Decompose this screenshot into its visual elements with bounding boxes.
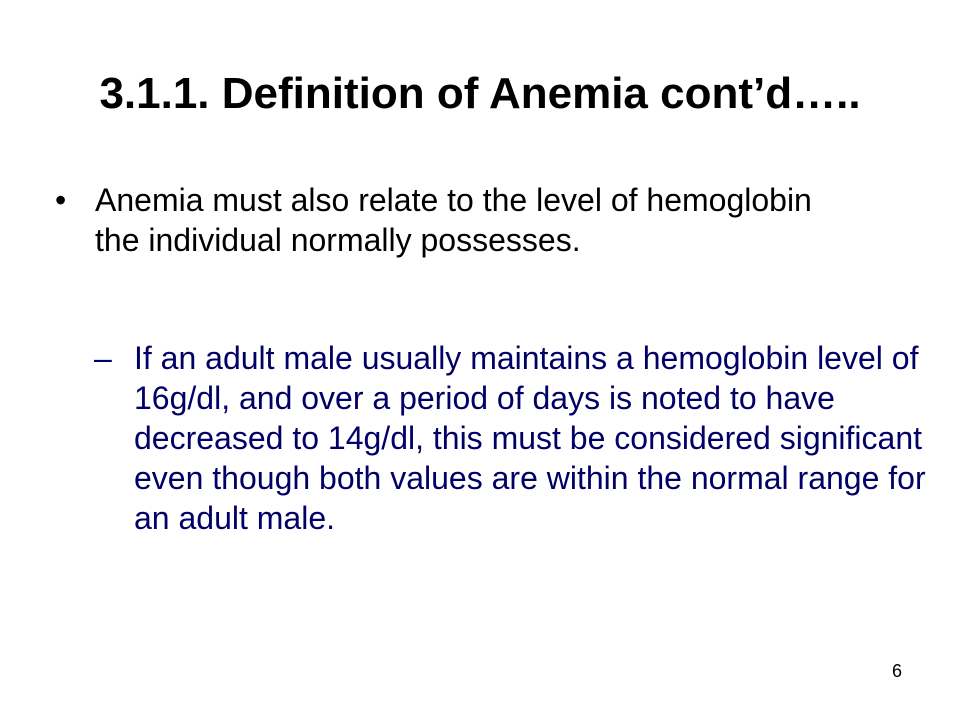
- sub-bullet-row: [94, 338, 954, 538]
- sub-bullet-text: If an adult male usually maintains a hemoglobin level of 16g/dl, and over a period of days is noted to have decreased to 14g/dl, this must be considered significant even though both values are within the normal range for an adult male.: [134, 340, 926, 536]
- main-bullet-row: [55, 180, 915, 260]
- bullet-dot-icon: •: [55, 182, 67, 218]
- slide-title: 3.1.1. Definition of Anemia cont’d…..: [99, 69, 861, 118]
- dash-icon: –: [94, 340, 112, 376]
- main-bullet-text: Anemia must also relate to the level of hemoglobin the individual normally possesses.: [95, 182, 812, 258]
- page-number: 6: [891, 661, 902, 681]
- sub-bullet: [94, 338, 954, 538]
- main-bullet: [55, 180, 915, 260]
